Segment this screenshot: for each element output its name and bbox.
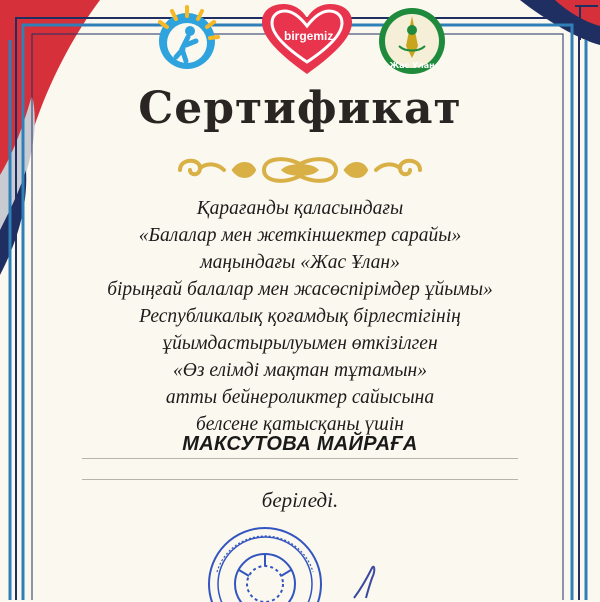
certificate-title: Сертификат (138, 83, 462, 134)
zhas-ulan-text: Жас Ұлан (389, 61, 435, 70)
recipient-underline (82, 458, 518, 459)
given-text: беріледі. (261, 488, 339, 512)
zhas-ulan-logo (377, 6, 447, 76)
text-line: Республикалық қоғамдық бірлестігінің (139, 306, 461, 327)
text-line: маңындағы «Жас Ұлан» (200, 252, 400, 273)
ornament-divider (174, 152, 426, 188)
birgemiz-logo (262, 4, 352, 76)
signature (350, 560, 390, 600)
text-line: «Балалар мен жеткіншектер сарайы» (138, 225, 462, 246)
text-line: бірыңғай балалар мен жасөспірімдер ұйымы» (107, 279, 493, 300)
text-line: ұйымдастырылуымен өткізілген (162, 333, 438, 354)
official-seal (205, 522, 325, 602)
birgemiz-text: birgemiz (284, 29, 334, 43)
text-line: атты бейнероликтер сайысына (165, 387, 435, 408)
recipient-name: МАКСУТОВА МАЙРАҒА (182, 433, 418, 455)
second-underline (82, 479, 518, 480)
sun-child-logo (152, 5, 222, 75)
text-line: Қарағанды қаласындағы (196, 198, 404, 219)
text-line: белсене қатысқаны үшін (196, 414, 404, 435)
text-line: «Өз елімді мақтан тұтамын» (173, 360, 427, 381)
certificate-text (95, 195, 505, 438)
